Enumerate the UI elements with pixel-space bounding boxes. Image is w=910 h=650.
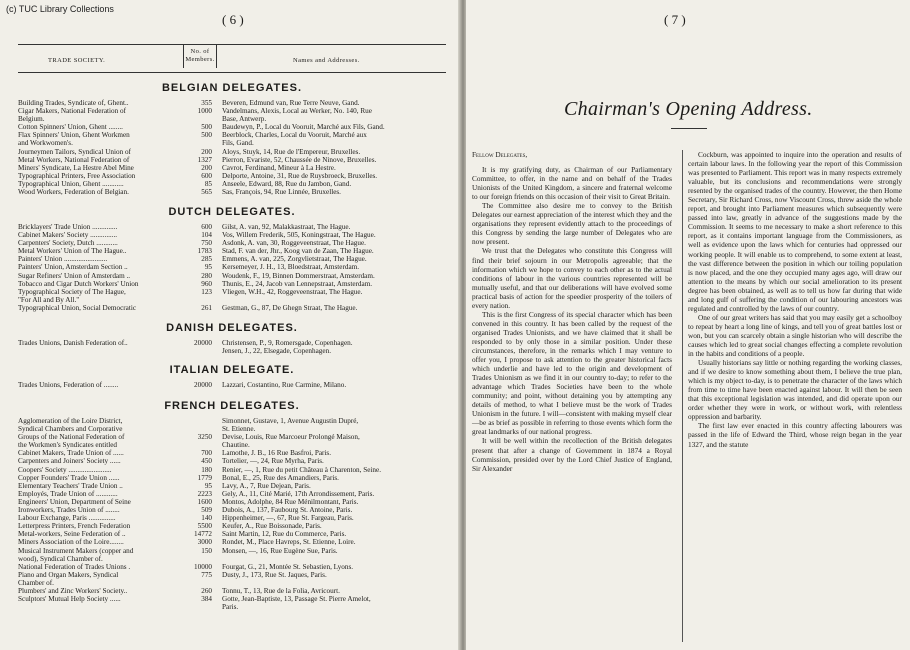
delegate-row [18, 522, 446, 530]
delegate-name-address: Renier, —, 1, Rue du petit Château à Charenton, Seine. [222, 465, 381, 474]
delegate-row [18, 571, 446, 579]
member-count: 500 [201, 131, 212, 140]
delegate-name-address: Kersemeyer, J. H., 13, Bloedstraat, Amsterdam. [222, 263, 360, 272]
delegate-name-address: Keufer, A., Rue Boissonade, Paris. [222, 522, 322, 531]
delegate-name-address: Fourgat, G., 21, Montée St. Sebastien, Lyons. [222, 562, 354, 571]
delegate-section [18, 82, 446, 196]
delegate-row [18, 425, 446, 433]
member-count: 261 [201, 303, 212, 312]
delegate-name-address: Cavrot, Ferdinand, Mineur à La Hestre. [222, 163, 336, 172]
member-count: 95 [204, 263, 212, 272]
trade-society: Cabinet Makers, Trade Union of ...... [18, 449, 124, 458]
delegate-row [18, 381, 446, 389]
header-trade-society: TRADE SOCIETY. [48, 57, 106, 64]
body-paragraph: The Committee also desire me to convey to the British Delegates our earnest appreciation of the interest which they and the organisations they represent evidently attach to the proceedings of this Congress by sending the large number of Delegates who are now present. [472, 201, 672, 247]
delegate-row [18, 449, 446, 457]
trade-society: Miners Association of the Loire........ [18, 538, 124, 547]
delegate-row [18, 139, 446, 147]
delegate-name-address: Fils, Gand. [222, 139, 254, 148]
member-count: 150 [201, 546, 212, 555]
delegate-row [18, 506, 446, 514]
member-count: 600 [201, 171, 212, 180]
trade-society: Piano and Organ Makers, Syndical [18, 570, 119, 579]
body-paragraph: Usually historians say little or nothing regarding the working classes, and if we desire to know something about them, I believe the true plan, which is my object to-day, is to penetrate the character of the laws which from time to time have been enacted against labour. It will then be seen that this exceptional legislation was intended, and did operate upon our order whether they were in work, or without work, with relentless oppression and barbarity. [688, 358, 902, 422]
delegate-name-address: Dusty, J., 173, Rue St. Jaques, Paris. [222, 570, 327, 579]
delegate-row [18, 131, 446, 139]
delegate-name-address: Monsen, —, 16, Rue Eugène Sue, Paris. [222, 546, 338, 555]
delegate-row [18, 538, 446, 546]
member-count: 10000 [194, 562, 212, 571]
delegate-row [18, 272, 446, 280]
delegate-name-address: Gestman, G., 87, De Ghegn Straat, The Hague. [222, 303, 358, 312]
trade-society: Typographical Society of The Hague, [18, 287, 126, 296]
trade-society: Metal Workers, National Federation of [18, 155, 130, 164]
delegate-row [18, 99, 446, 107]
member-count: 14772 [194, 530, 212, 539]
delegate-row [18, 466, 446, 474]
delegate-name-address: Pierron, Evariste, 52, Chaussée de Ninove, Bruxelles. [222, 155, 377, 164]
member-count: 280 [201, 271, 212, 280]
trade-society: Carpenters' Society, Dutch ............ [18, 239, 118, 248]
trade-society: Cigar Makers, National Federation of [18, 107, 126, 116]
member-count: 85 [204, 179, 212, 188]
delegate-row [18, 498, 446, 506]
trade-society: Sugar Refiners' Union of Amsterdam .. [18, 271, 131, 280]
trade-society: Syndical Chambers and Corporative [18, 425, 123, 434]
trade-society: Typographical Union, Social Democratic [18, 303, 137, 312]
member-count: 1327 [197, 155, 212, 164]
trade-society: Cabinet Makers' Society ............... [18, 231, 118, 240]
trade-society: "For All and By All." [18, 295, 80, 304]
delegate-name-address: Aloys, Stuyk, 14, Rue de l'Empereur, Bruxelles. [222, 147, 361, 156]
member-count: 565 [201, 188, 212, 197]
delegate-row [18, 239, 446, 247]
trade-society: and Workwomen's. [18, 139, 73, 148]
member-count: 355 [201, 99, 212, 107]
member-count: 509 [201, 506, 212, 515]
trade-society: Metal Workers' Union of The Hague.. [18, 247, 127, 256]
delegate-row [18, 417, 446, 425]
trade-society: Groups of the National Federation of [18, 433, 125, 442]
body-paragraph: It is my gratifying duty, as Chairman of our Parliamentary Committee, to offer, in the name and on behalf of the Trades Unionists of the United Kingdom, a sincere and fraternal welcome to our foreign friends on this occasion of their visit to Great Britain. [472, 165, 672, 202]
header-names-addresses: Names and Addresses. [293, 57, 360, 64]
member-count: 960 [201, 279, 212, 288]
delegate-row [18, 296, 446, 304]
trade-society: Musical Instrument Makers (copper and [18, 546, 134, 555]
member-count: 180 [201, 465, 212, 474]
delegate-row [18, 223, 446, 231]
trade-society: Elementary Teachers' Trade Union .. [18, 481, 123, 490]
body-paragraph: It will be well within the recollection of the British delegates present that after a change of Government in 1874 a Royal Commission, presided over by the Lord Chief Justice of England, Sir Alexander [472, 436, 672, 473]
delegate-row [18, 563, 446, 571]
trade-society: Plumbers' and Zinc Workers' Society.. [18, 586, 128, 595]
delegate-row [18, 555, 446, 563]
trade-society: Copper Founders' Trade Union ...... [18, 473, 120, 482]
member-count: 450 [201, 457, 212, 466]
delegate-row [18, 474, 446, 482]
trade-society: Labour Exchange, Paris ............... [18, 514, 116, 523]
delegate-name-address: Jensen, J., 22, Elsegade, Copenhagen. [222, 347, 331, 356]
delegate-row [18, 288, 446, 296]
delegate-row [18, 164, 446, 172]
member-count: 1600 [197, 497, 212, 506]
delegate-row [18, 514, 446, 522]
trade-society: Building Trades, Syndicate of, Ghent.. [18, 99, 129, 107]
member-count: 123 [201, 287, 212, 296]
member-count: 384 [201, 595, 212, 604]
delegate-name-address: Thunis, E., 24, Jacob van Lennepstraat, Amsterdam. [222, 279, 373, 288]
delegate-name-address: Paris. [222, 603, 239, 612]
delegate-name-address: Asdonk, A. van, 30, Roggeveenstraat, The Hague. [222, 239, 366, 248]
address-title: Chairman's Opening Address. [564, 98, 813, 120]
trade-society: Painters' Union ........................ [18, 255, 108, 264]
delegate-name-address: Lamothe, J. B., 16 Rue Basfroi, Paris. [222, 449, 331, 458]
member-count: 2223 [197, 489, 212, 498]
trade-society: Sculptors' Mutual Help Society ...... [18, 595, 121, 604]
delegate-row [18, 304, 446, 312]
trade-society: Metal-workers, Seine Federation of .. [18, 530, 126, 539]
member-count: 140 [201, 514, 212, 523]
delegate-row [18, 115, 446, 123]
delegate-name-address: Christensen, P., 9, Romersgade, Copenhagen. [222, 339, 353, 347]
member-count: 1000 [197, 107, 212, 116]
trade-society: Typographical Printers, Free Association [18, 171, 136, 180]
body-paragraph: Cockburn, was appointed to inquire into the operation and results of certain labour laws. In the following year the report of this Commission was presented to Parliament. This report was in many respects extremely valuable, but its conclusions and recommendations were strongly resented by the organised trades of the country. However, the then Home Secretary, Sir Richard Cross, now Viscount Cross, threw aside the whole report, and brought into Parliament measures which subsequently were passed into law, greatly in advance of the suggestions made by the Commission. It seems to me necessary to make a short reference to this report, as it contains important language from the Commissioners, as well as evidence upon the laws which for centuries had oppressed our working people. It will enable us to comprehend, to some extent at least, the vast difference between the position in which our toiling population is now placed, and the one they occupied many ages ago, will draw our attention to the means by which our social amelioration to its present degree has been obtained, as well as to tell us how far during that wide and long gulf of suffering the condition of our labouring ancestors was regulated and controlled by the laws of our country. [688, 150, 902, 313]
member-count: 5500 [197, 522, 212, 531]
trade-society: Journeymen Tailors, Syndical Union of [18, 147, 131, 156]
member-count: 600 [201, 223, 212, 231]
delegate-name-address: Tonnu, T., 13, Rue de la Folia, Avricourt. [222, 586, 340, 595]
delegate-row [18, 587, 446, 595]
column-1-paragraphs [472, 165, 672, 473]
trade-society: Bricklayers' Trade Union .............. [18, 223, 118, 231]
delegate-name-address: Beveren, Edmund van, Rue Terre Neuve, Gand. [222, 99, 360, 107]
delegate-name-address: Montos, Adolphe, 84 Rue Ménilmontant, Paris. [222, 497, 359, 506]
section-title: ITALIAN DELEGATE. [169, 364, 295, 376]
delegate-name-address: Vandelmans, Alexis, Local au Werker, No. 140, Rue [222, 107, 372, 116]
delegate-name-address: Saint Martin, 12, Rue du Commerce, Paris. [222, 530, 347, 539]
delegate-name-address: Stad, F. van der, Jhr., Koog van de Zaan, The Hague. [222, 247, 374, 256]
trade-society: Trades Unions, Danish Federation of.. [18, 339, 128, 347]
delegate-name-address: Rondet, M., Place Havreps, St. Etienne, Loire. [222, 538, 356, 547]
body-paragraph: This is the first Congress of its special character which has been convened in this country. It has been called by the request of the organised Trades Unionists, and we have claimed that it shall be responded to by only those in a similar position. Under these circumstances, therefore, in the remarks which I may venture to offer you, I propose to ask attention to the greater historical facts which underlie and have led to the origin and development of Trades Unionism as we find it in our country to-day; to refer to the advantage which Trades Societies have been to the whole community; and point, without detaining you by attempting any details of method, to what I believe must be the work of Trades Unionism in the future. I will—consistent with making myself clear—be as brief as possible in referring to those events which form the great landmarks of our national progress. [472, 309, 672, 437]
member-count: 3250 [197, 433, 212, 442]
delegate-name-address: Devise, Louis, Rue Marcoeur Prolongé Maison, [222, 433, 360, 442]
delegate-row [18, 172, 446, 180]
delegate-row [18, 247, 446, 255]
delegate-row [18, 603, 446, 611]
trade-society: Coopers' Society ........................ [18, 465, 112, 474]
member-count: 500 [201, 123, 212, 132]
member-count: 20000 [194, 339, 212, 347]
delegate-name-address: Dubois, A., 137, Faubourg St. Antoine, Paris. [222, 506, 353, 515]
page-number-right: ( 7 ) [664, 12, 686, 27]
delegate-row [18, 490, 446, 498]
delegate-name-address: Simonnet, Gustave, 1, Avenue Augustin Dupré, [222, 417, 359, 425]
trade-society: Flax Spinners' Union, Ghent Workmen [18, 131, 130, 140]
member-count: 1783 [197, 247, 212, 256]
member-count: 775 [201, 570, 212, 579]
member-count: 95 [204, 481, 212, 490]
column-2-paragraphs [688, 150, 902, 449]
trade-society: Carpenters and Joiners' Society ...... [18, 457, 121, 466]
delegate-section [18, 206, 446, 312]
delegate-row [18, 530, 446, 538]
delegate-name-address: Bonal, E., 25, Rue des Amandiers, Paris. [222, 473, 339, 482]
delegate-row [18, 347, 446, 355]
body-paragraph: We trust that the Delegates who constitute this Congress will find their brief sojourn in our Metropolis agreeable; that the information which we hope to convey to each other as to the actual conditions of labour in the various countries represented will be mutually useful, and that our deliberations will have evolved some practical basis of action for the speedier prosperity of the toilers of every nation. [472, 246, 672, 310]
trade-society: Employés, Trade Union of ............ [18, 489, 118, 498]
delegate-row [18, 482, 446, 490]
trade-society: Engineers' Union, Department of Seine [18, 497, 131, 506]
member-count: 20000 [194, 381, 212, 389]
delegate-row [18, 263, 446, 271]
member-count: 200 [201, 147, 212, 156]
body-paragraph: One of our great writers has said that you may easily get a schoolboy to repeat by heart a long line of kings, and tell you of great battles lost or won, but you can scarcely obtain a single historian who will describe the causes which led to great social changes effecting a complete revolution in the habits and conditions of a people. [688, 312, 902, 359]
delegate-row [18, 255, 446, 263]
delegate-row [18, 156, 446, 164]
right-page [466, 0, 910, 650]
section-title: BELGIAN DELEGATES. [161, 82, 303, 94]
delegate-section [18, 400, 446, 611]
delegate-name-address: Sas, François, 94, Rue Linnée, Bruxelles. [222, 188, 341, 197]
page-number-left: ( 6 ) [222, 12, 244, 27]
delegate-name-address: Base, Antwerp. [222, 115, 267, 124]
member-count: 260 [201, 586, 212, 595]
trade-society: Miners' Syndicate, La Hestre Abel Mine [18, 163, 134, 172]
delegate-row [18, 441, 446, 449]
trade-society: Wood Workers, Federation of Belgian. [18, 188, 129, 197]
trade-society: Typographical Union, Ghent ............ [18, 179, 124, 188]
delegate-section [18, 364, 446, 389]
section-title: DANISH DELEGATES. [166, 322, 298, 334]
delegate-name-address: Gilst, A. van, 92, Malakkastraat, The Hague. [222, 223, 351, 231]
body-paragraph: The first law ever enacted in this country affecting labourers was passed in the life of Edward the Third, whose reign began in the year 1327, and the statute [688, 421, 902, 449]
trade-society: Trades Unions, Federation of ........ [18, 381, 119, 389]
copyright-notice: (c) TUC Library Collections [6, 4, 114, 14]
delegate-name-address: Baudewyn, P., Local du Vooruit, Marché aux Fils, Gand. [222, 123, 385, 132]
delegate-row [18, 180, 446, 188]
delegate-name-address: Lazzari, Costantino, Rue Carmine, Milano. [222, 381, 347, 389]
section-title: DUTCH DELEGATES. [168, 206, 296, 218]
delegate-name-address: St. Etienne. [222, 425, 256, 434]
member-count: 700 [201, 449, 212, 458]
trade-society: the Workmen's Syndicates entitled [18, 441, 117, 450]
delegate-section [18, 322, 446, 355]
delegate-row [18, 123, 446, 131]
delegate-row [18, 231, 446, 239]
delegate-row [18, 339, 446, 347]
title-rule [671, 128, 707, 129]
delegate-row [18, 433, 446, 441]
section-title: FRENCH DELEGATES. [164, 400, 300, 412]
delegate-row [18, 579, 446, 587]
member-count: 200 [201, 163, 212, 172]
delegate-name-address: Delporte, Antoine, 31, Rue de Ruysbroeck, Bruxelles. [222, 171, 378, 180]
table-header [18, 44, 446, 73]
delegate-row [18, 595, 446, 603]
trade-society: Tobacco and Cigar Dutch Workers' Union [18, 279, 139, 288]
delegate-row [18, 148, 446, 156]
delegate-name-address: Woudenk, F., 19, Binnen Dommerstraat, Amsterdam. [222, 271, 375, 280]
text-column-2 [688, 150, 902, 449]
delegate-name-address: Lavy, A., 7, Rue Dejean, Paris. [222, 481, 311, 490]
delegate-name-address: Vos, Willem Frederik, 505, Koningstraat, The Hague. [222, 231, 376, 240]
delegate-row [18, 188, 446, 196]
trade-society: wood), Syndical Chamber of. [18, 554, 103, 563]
member-count: 104 [201, 231, 212, 240]
trade-society: Belgium. [18, 115, 45, 124]
trade-society: Chamber of. [18, 578, 54, 587]
trade-society: Agglomeration of the Loire District, [18, 417, 123, 425]
member-count: 3000 [197, 538, 212, 547]
delegate-row [18, 280, 446, 288]
salutation: Fellow Delegates, [472, 150, 528, 159]
delegate-name-address: Chautine. [222, 441, 250, 450]
delegate-name-address: Gely, A., 11, Cité Marié, 17th Arrondissement, Paris. [222, 489, 375, 498]
delegate-name-address: Hippenheimer, —, 67, Rue St. Fargeau, Paris. [222, 514, 354, 523]
member-count: 750 [201, 239, 212, 248]
delegate-row [18, 547, 446, 555]
text-column-1 [472, 150, 672, 473]
delegate-name-address: Tortelier, —, 24, Rue Myrha, Paris. [222, 457, 324, 466]
trade-society: Cotton Spinners' Union, Ghent ........ [18, 123, 123, 132]
column-divider [682, 150, 683, 642]
trade-society: Painters' Union, Amsterdam Section .. [18, 263, 128, 272]
trade-society: Ironworkers, Trades Union of ........ [18, 506, 120, 515]
header-members: No. of Members. [183, 45, 217, 68]
member-count: 1779 [197, 473, 212, 482]
trade-society: Letterpress Printers, French Federation [18, 522, 131, 531]
delegate-name-address: Vliegen, W.H., 42, Roggeveenstraat, The Hague. [222, 287, 363, 296]
delegate-name-address: Gotte, Jean-Baptiste, 13, Passage St. Pierre Amelot, [222, 595, 371, 604]
delegate-row [18, 457, 446, 465]
trade-society: National Federation of Trades Unions . [18, 562, 131, 571]
delegate-name-address: Emmens, A. van, 225, Zorgvlietstraat, The Hague. [222, 255, 367, 264]
member-count: 285 [201, 255, 212, 264]
delegate-name-address: Anseele, Edward, 88, Rue du Jambon, Gand. [222, 179, 352, 188]
delegate-name-address: Beerblock, Charles, Local du Vooruit, Marché aux [222, 131, 367, 140]
delegate-row [18, 107, 446, 115]
